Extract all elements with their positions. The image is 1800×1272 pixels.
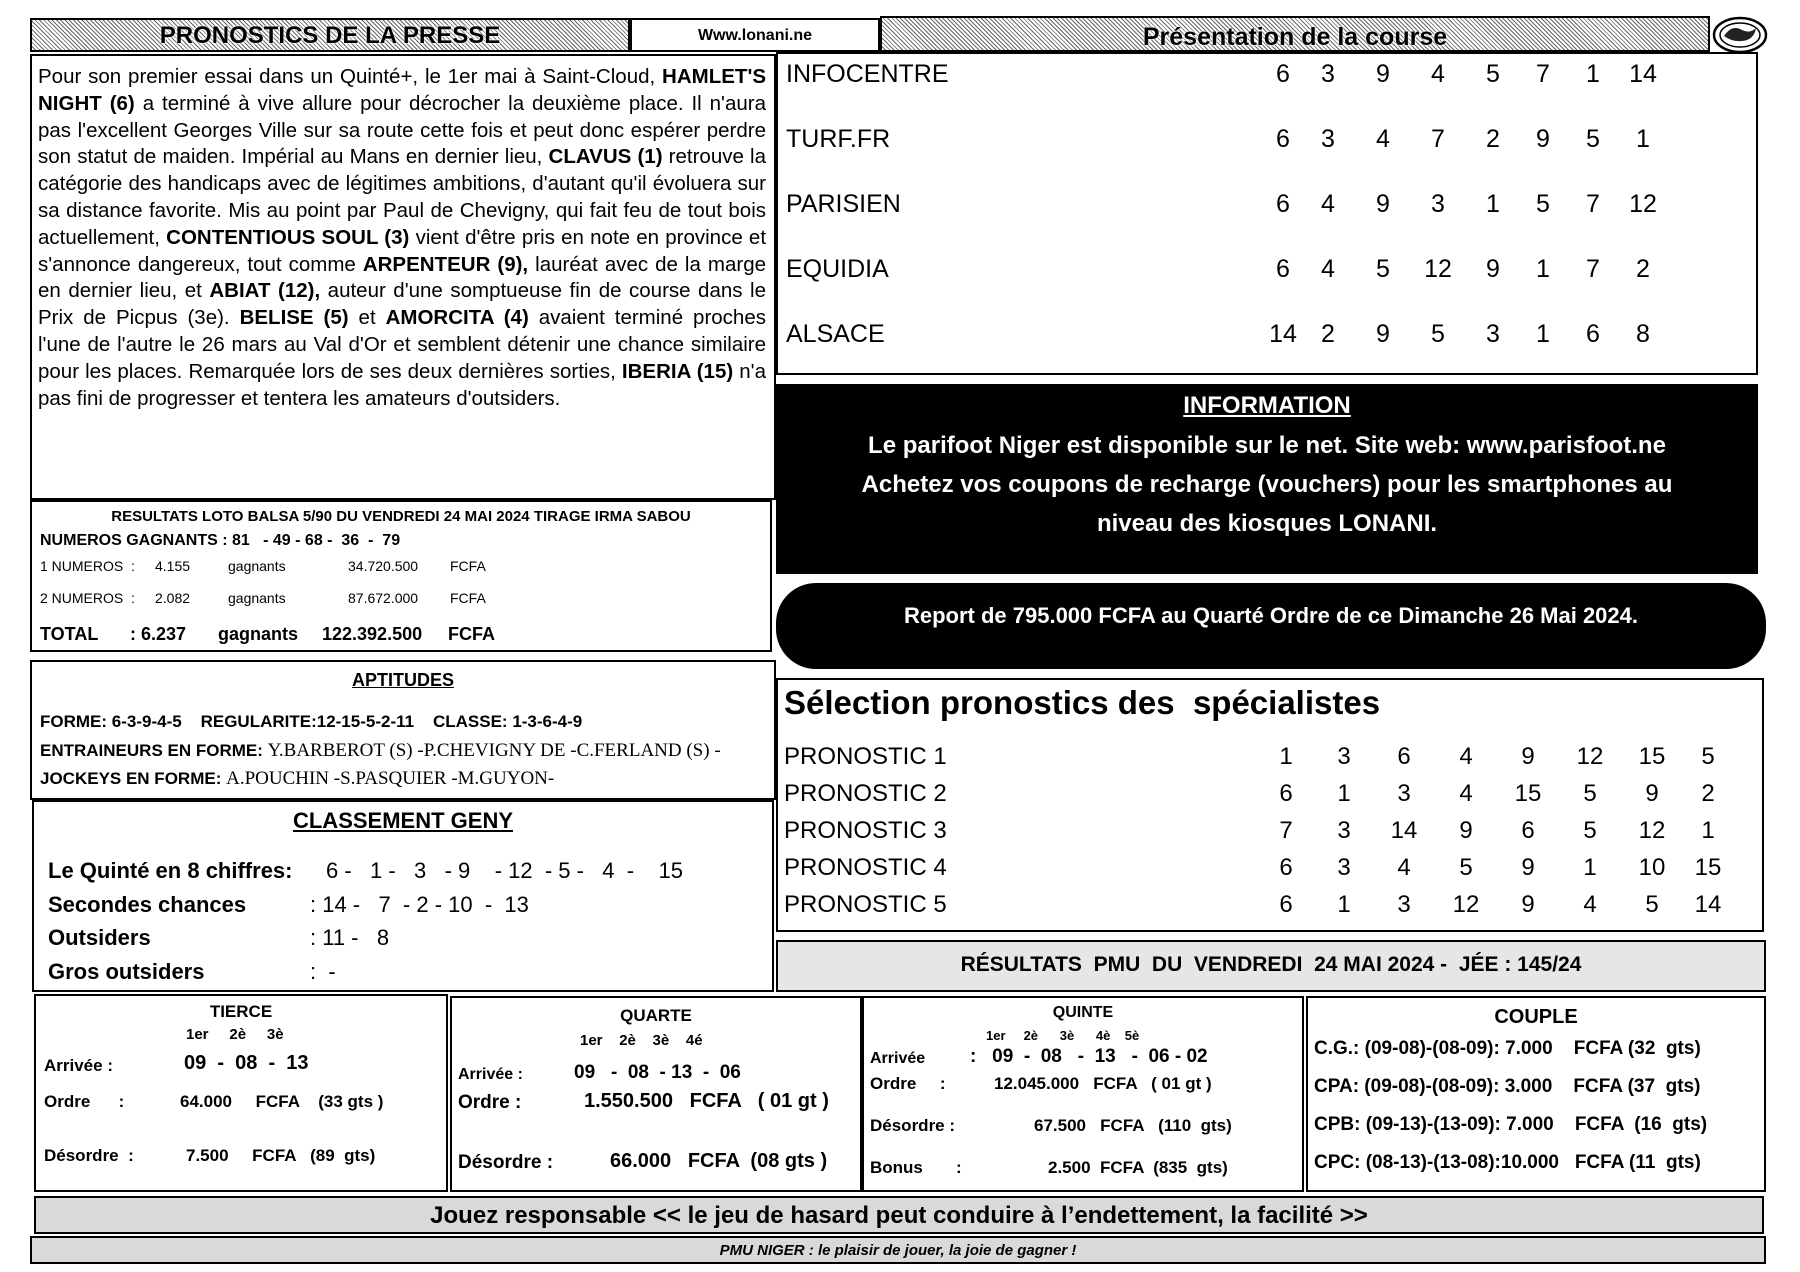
header-left (30, 18, 630, 52)
press-number: 6 (1276, 190, 1290, 218)
responsible-bar (34, 1196, 1764, 1234)
pronostic-number: 1 (1583, 854, 1597, 881)
loto-count: 2.082 (155, 590, 191, 606)
pronostic-number: 9 (1521, 743, 1535, 770)
press-number: 9 (1376, 190, 1390, 218)
tierce-ordre: 64.000 FCFA (33 gts ) (180, 1092, 384, 1111)
quarte-ordre-label: Ordre : (458, 1092, 522, 1113)
loto-total-cur: FCFA (448, 624, 495, 644)
pronostic-number: 3 (1337, 743, 1351, 770)
press-number: 14 (1269, 320, 1297, 348)
press-number: 1 (1536, 320, 1550, 348)
geny-label: Outsiders (48, 925, 151, 950)
quinte-places: 1er 2è 3è 4è 5è (986, 1028, 1140, 1043)
pmu-title-bar (776, 940, 1766, 992)
quinte-desordre: 67.500 FCFA (110 gts) (1034, 1116, 1232, 1135)
article-run: a terminé à vive allure pour décrocher la deuxième place. Il n'aura pas l'excellent Georges Ville sur sa route cette fois et peut donc espérer perdre son statut de maiden. Impérial au Mans en dernier lieu, (38, 91, 766, 169)
press-number: 12 (1629, 190, 1657, 218)
horse-name: CLAVUS (1) (548, 145, 663, 169)
trainers-label: ENTRAINEURS EN FORME: (40, 741, 268, 760)
pronostic-number: 6 (1279, 780, 1293, 807)
pronostic-number: 3 (1337, 817, 1351, 844)
geny-label: Secondes chances (48, 892, 247, 917)
pronostic-name: PRONOSTIC 1 (784, 743, 947, 770)
loto-title: RESULTATS LOTO BALSA 5/90 DU VENDREDI 24 MAI 2024 TIRAGE IRMA SABOU (111, 508, 691, 525)
loto-g: gagnants (228, 558, 286, 574)
couple-row: CPC: (08-13)-(13-08):10.000 FCFA (11 gts) (1314, 1152, 1701, 1173)
loto-box (30, 500, 772, 652)
couple-row: CPA: (09-08)-(08-09): 3.000 FCFA (37 gts) (1314, 1076, 1701, 1097)
tierce-arrivee: 09 - 08 - 13 (184, 1052, 309, 1074)
trainers-list: Y.BARBEROT (S) -P.CHEVIGNY DE -C.FERLAND (S) - (267, 740, 721, 761)
pronostic-number: 15 (1694, 854, 1722, 881)
quarte-box (450, 996, 862, 1192)
press-source-name: ALSACE (786, 320, 885, 348)
press-table (776, 52, 1758, 375)
pronostic-number: 4 (1583, 891, 1597, 918)
pronostic-row (778, 777, 1762, 811)
tierce-ordre-label: Ordre : (44, 1092, 125, 1111)
jockeys-label: JOCKEYS EN FORME: (40, 769, 227, 788)
website-link[interactable]: Www.lonani.ne (697, 27, 813, 44)
couple-row: C.G.: (09-08)-(08-09): 7.000 FCFA (32 gts) (1314, 1038, 1701, 1059)
aptitudes-jockeys (40, 768, 554, 790)
quarte-desordre-label: Désordre : (458, 1152, 554, 1173)
pronostic-number: 5 (1701, 743, 1715, 770)
pronostic-number: 1 (1279, 743, 1293, 770)
report-banner (776, 583, 1766, 669)
article-run: auteur d'une somptueuse fin de course dans le Prix de Picpus (3e). (38, 279, 766, 330)
article-run: lauréat avec de la marge en dernier lieu, et (38, 252, 766, 303)
geny-row (48, 923, 766, 953)
pronostic-number: 6 (1521, 817, 1535, 844)
press-number: 3 (1431, 190, 1445, 218)
press-source-name: EQUIDIA (786, 255, 889, 283)
geny-row (48, 957, 766, 987)
slogan-text: PMU NIGER : le plaisir de jouer, la joie de gagner ! (719, 1242, 1077, 1259)
press-number: 4 (1376, 125, 1390, 153)
press-number: 9 (1536, 125, 1550, 153)
press-number: 1 (1586, 60, 1600, 88)
article-run: avaient terminé proches l'une de l'autre le 26 mars au Val d'Or et semblent détenir une chance similaire pour les places. Remarquée lors de ses deux dernières sorties, (38, 306, 766, 383)
press-number: 2 (1636, 255, 1650, 283)
article-run: vient d'être pris en note en province et s'annonce dangereux, tout comme (38, 225, 767, 276)
press-number: 7 (1536, 60, 1550, 88)
quinte-arrivee: : 09 - 08 - 13 - 06 - 02 (970, 1046, 1208, 1067)
horse-name: AMORCITA (4) (385, 306, 529, 330)
press-number: 1 (1636, 125, 1650, 153)
tierce-arrivee-label: Arrivée : (44, 1056, 113, 1075)
article-run: Pour son premier essai dans un Quinté+, le 1er mai à Saint-Cloud, (38, 65, 663, 88)
pronostic-number: 9 (1521, 854, 1535, 881)
press-number: 1 (1536, 255, 1550, 283)
press-number: 9 (1376, 320, 1390, 348)
tierce-title: TIERCE (209, 1002, 273, 1021)
pronostic-number: 12 (1638, 817, 1666, 844)
loto-winning-numbers: NUMEROS GAGNANTS : 81 - 49 - 68 - 36 - 79 (40, 532, 401, 549)
article-text (38, 64, 766, 412)
loto-label: 2 NUMEROS : (40, 590, 135, 606)
loto-label: 1 NUMEROS : (40, 558, 135, 574)
loto-total-count: : 6.237 (130, 624, 187, 644)
quarte-arrivee: 09 - 08 - 13 - 06 (574, 1062, 741, 1083)
press-row (778, 316, 1756, 356)
press-number: 1 (1486, 190, 1500, 218)
press-number: 3 (1486, 320, 1500, 348)
selection-box (776, 678, 1764, 932)
pronostic-number: 10 (1638, 854, 1666, 881)
couple-title: COUPLE (1494, 1006, 1578, 1028)
press-row (778, 186, 1756, 226)
article-run: retrouve la catégorie des handicaps avec de légitimes ambitions, d'autant qu'il évoluera sur sa distance favorite. Mis au point par Paul de Chevigny, qui fait feu de tout bois actuellement, (38, 145, 766, 249)
horse-name: CONTENTIOUS SOUL (3) (166, 225, 410, 249)
tierce-places: 1er 2è 3è (186, 1026, 284, 1043)
press-number: 3 (1321, 125, 1335, 153)
geny-row (48, 890, 766, 920)
header-website (630, 18, 880, 52)
aptitudes-box (30, 660, 776, 800)
press-source-name: INFOCENTRE (786, 60, 949, 88)
pronostic-number: 15 (1638, 743, 1666, 770)
pronostic-name: PRONOSTIC 2 (784, 780, 947, 807)
geny-row (48, 856, 766, 886)
pronostic-number: 7 (1279, 817, 1293, 844)
info-line2: Achetez vos coupons de recharge (vouchers) pour les smartphones au (861, 471, 1673, 498)
horse-name: IBERIA (15) (621, 359, 734, 383)
couple-box (1306, 996, 1766, 1192)
quinte-desordre-label: Désordre : (870, 1116, 956, 1135)
pronostic-name: PRONOSTIC 4 (784, 854, 947, 881)
info-line1: Le parifoot Niger est disponible sur le net. Site web: www.parisfoot.ne (868, 432, 1666, 459)
pronostic-row (778, 888, 1762, 922)
press-number: 9 (1486, 255, 1500, 283)
pronostic-number: 6 (1397, 743, 1411, 770)
press-number: 8 (1636, 320, 1650, 348)
press-number: 9 (1376, 60, 1390, 88)
press-number: 5 (1431, 320, 1445, 348)
press-number: 4 (1431, 60, 1445, 88)
loto-amount: 34.720.500 (348, 558, 419, 574)
press-number: 2 (1321, 320, 1335, 348)
pronostic-number: 1 (1701, 817, 1715, 844)
horse-name: ARPENTEUR (9), (362, 252, 529, 276)
info-line3: niveau des kiosques LONANI. (1096, 510, 1438, 537)
pronostic-number: 9 (1521, 891, 1535, 918)
selection-title: Sélection pronostics des spécialistes (784, 684, 1381, 721)
horse-name: BELISE (5) (239, 306, 349, 330)
pronostic-row (778, 740, 1762, 774)
pronostic-number: 3 (1397, 780, 1411, 807)
couple-row: CPB: (09-13)-(13-09): 7.000 FCFA (16 gts) (1314, 1114, 1708, 1135)
horse-name: HAMLET'S NIGHT (6) (38, 65, 766, 115)
quarte-places: 1er 2è 3è 4é (580, 1032, 703, 1049)
pronostic-number: 4 (1397, 854, 1411, 881)
press-number: 6 (1276, 60, 1290, 88)
aptitudes-title: APTITUDES (351, 670, 454, 690)
pronostic-number: 5 (1583, 780, 1597, 807)
loto-cur: FCFA (450, 558, 486, 574)
pronostic-number: 2 (1701, 780, 1715, 807)
quinte-arrivee-label: Arrivée (870, 1050, 926, 1067)
pronostic-number: 14 (1694, 891, 1722, 918)
tierce-desordre-label: Désordre : (44, 1146, 134, 1165)
quarte-ordre: 1.550.500 FCFA ( 01 gt ) (584, 1090, 829, 1112)
geny-label: Le Quinté en 8 chiffres: (48, 858, 293, 883)
lonani-logo-icon (1712, 14, 1768, 54)
press-source-name: TURF.FR (786, 125, 891, 153)
pronostic-number: 3 (1337, 854, 1351, 881)
pronostic-name: PRONOSTIC 5 (784, 891, 947, 918)
press-number: 4 (1321, 255, 1335, 283)
loto-g: gagnants (228, 590, 286, 606)
press-number: 2 (1486, 125, 1500, 153)
quinte-box (862, 996, 1304, 1192)
loto-amount: 87.672.000 (348, 590, 419, 606)
geny-title: CLASSEMENT GENY (292, 808, 514, 833)
press-source-name: PARISIEN (786, 190, 901, 218)
info-box (776, 384, 1758, 574)
header-right (880, 16, 1710, 52)
pronostic-row (778, 814, 1762, 848)
pmu-title: RÉSULTATS PMU DU VENDREDI 24 MAI 2024 - JÉE : 145/24 (960, 953, 1582, 976)
article-box (30, 54, 776, 500)
info-title: INFORMATION (1183, 392, 1351, 419)
press-row (778, 121, 1756, 161)
pronostic-number: 14 (1390, 817, 1418, 844)
pronostic-name: PRONOSTIC 3 (784, 817, 947, 844)
header-left-title: PRONOSTICS DE LA PRESSE (159, 22, 501, 49)
press-number: 5 (1536, 190, 1550, 218)
pronostic-number: 6 (1279, 854, 1293, 881)
pronostic-number: 6 (1279, 891, 1293, 918)
article-run: n'a pas fini de progresser et tentera les amateurs d'outsiders. (38, 359, 766, 410)
press-number: 7 (1586, 255, 1600, 283)
loto-count: 4.155 (155, 558, 191, 574)
press-number: 5 (1586, 125, 1600, 153)
quinte-ordre-label: Ordre : (870, 1074, 946, 1093)
geny-label: Gros outsiders (48, 959, 205, 984)
report-text: Report de 795.000 FCFA au Quarté Ordre de ce Dimanche 26 Mai 2024. (903, 603, 1639, 628)
geny-value: : - (310, 959, 336, 984)
quinte-bonus: 2.500 FCFA (835 gts) (1048, 1158, 1228, 1177)
loto-total-amount: 122.392.500 (322, 624, 423, 644)
loto-cur: FCFA (450, 590, 486, 606)
header-right-title: Présentation de la course (1142, 23, 1448, 51)
pronostic-number: 4 (1459, 780, 1473, 807)
pronostic-number: 12 (1452, 891, 1480, 918)
pronostic-number: 1 (1337, 891, 1351, 918)
press-number: 5 (1486, 60, 1500, 88)
press-number: 12 (1424, 255, 1452, 283)
quarte-desordre: 66.000 FCFA (08 gts ) (610, 1150, 828, 1172)
loto-total-g: gagnants (218, 624, 299, 644)
pronostic-number: 9 (1645, 780, 1659, 807)
pronostic-number: 5 (1583, 817, 1597, 844)
press-number: 6 (1276, 125, 1290, 153)
press-number: 5 (1376, 255, 1390, 283)
pronostic-number: 1 (1337, 780, 1351, 807)
jockeys-list: A.POUCHIN -S.PASQUIER -M.GUYON- (226, 768, 555, 789)
press-number: 6 (1276, 255, 1290, 283)
press-number: 4 (1321, 190, 1335, 218)
aptitudes-forme: FORME: 6-3-9-4-5 REGULARITE:12-15-5-2-11 CLASSE: 1-3-6-4-9 (40, 712, 583, 731)
pronostic-row (778, 851, 1762, 885)
quarte-title: QUARTE (620, 1006, 692, 1025)
pronostic-number: 4 (1459, 743, 1473, 770)
pronostic-number: 5 (1645, 891, 1659, 918)
tierce-box (34, 994, 448, 1192)
pronostic-number: 9 (1459, 817, 1473, 844)
geny-value: : 14 - 7 - 2 - 10 - 13 (310, 892, 529, 917)
press-row (778, 56, 1756, 96)
press-number: 7 (1586, 190, 1600, 218)
geny-box (32, 800, 774, 992)
quinte-bonus-label: Bonus : (870, 1158, 962, 1177)
quinte-ordre: 12.045.000 FCFA ( 01 gt ) (994, 1074, 1212, 1093)
press-number: 14 (1629, 60, 1657, 88)
horse-name: ABIAT (12), (209, 279, 321, 303)
article-run: et (348, 306, 386, 330)
geny-value: : 11 - 8 (310, 925, 390, 950)
pronostic-number: 5 (1459, 854, 1473, 881)
aptitudes-trainers (40, 740, 721, 762)
slogan-bar (30, 1236, 1766, 1264)
pronostic-number: 3 (1397, 891, 1411, 918)
press-row (778, 251, 1756, 291)
press-number: 6 (1586, 320, 1600, 348)
pronostic-number: 15 (1514, 780, 1542, 807)
pronostic-number: 12 (1576, 743, 1604, 770)
press-number: 7 (1431, 125, 1445, 153)
press-number: 3 (1321, 60, 1335, 88)
geny-value: 6 - 1 - 3 - 9 - 12 - 5 - 4 - 15 (326, 858, 684, 883)
loto-total-label: TOTAL (40, 624, 99, 644)
quinte-title: QUINTE (1052, 1004, 1114, 1021)
quarte-arrivee-label: Arrivée : (458, 1066, 523, 1083)
responsible-text: Jouez responsable << le jeu de hasard peut conduire à l’endettement, la facilité >> (430, 1202, 1368, 1229)
tierce-desordre: 7.500 FCFA (89 gts) (186, 1146, 376, 1165)
